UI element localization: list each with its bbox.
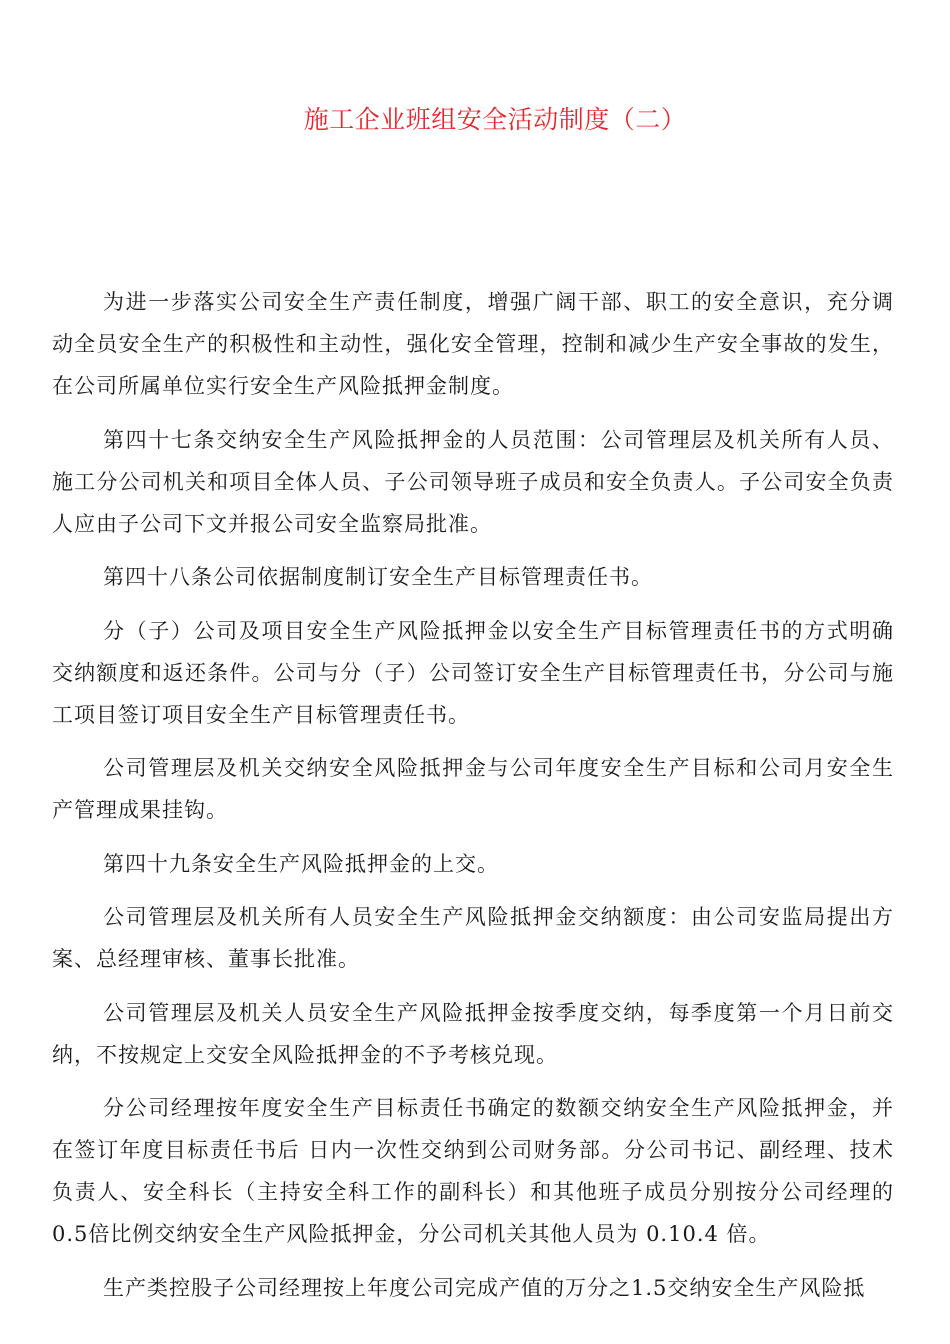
paragraph: 公司管理层及机关人员安全生产风险抵押金按季度交纳，每季度第一个月日前交纳，不按规定上交安全风险抵押金的不予考核兑现。 — [52, 1000, 894, 1067]
paragraph: 公司管理层及机关交纳安全风险抵押金与公司年度安全生产目标和公司月安全生产管理成果挂钩。 — [52, 756, 894, 822]
paragraph: 第四十八条公司依据制度制订安全生产目标管理责任书。 — [103, 565, 653, 589]
paragraph: 分（子）公司及项目安全生产风险抵押金以安全生产目标管理责任书的方式明确交纳额度和返还条件。公司与分（子）公司签订安全生产目标管理责任书，分公司与施工项目签订项目安全生产目标管理责任书。 — [52, 618, 894, 727]
paragraph: 第四十七条交纳安全生产风险抵押金的人员范围：公司管理层及机关所有人员、施工分公司机关和项目全体人员、子公司领导班子成员和安全负责人。子公司安全负责人应由子公司下文并报公司安全监察局批准。 — [52, 427, 894, 536]
document-body — [52, 281, 894, 1320]
paragraph: 分公司经理按年度安全生产目标责任书确定的数额交纳安全生产风险抵押金，并在签订年度目标责任书后 日内一次性交纳到公司财务部。分公司书记、副经理、技术负责人、安全科长（主持安全科工作的副科长）和其他班子成员分别按分公司经理的0.5倍比例交纳安全生产风险抵押金，分公司机关其他人员为 0.10.4 倍。 — [52, 1096, 894, 1246]
document-title: 施工企业班组安全活动制度（二） — [303, 105, 687, 134]
paragraph: 生产类控股子公司经理按上年度公司完成产值的万分之1.5交纳安全生产风险抵 — [103, 1275, 866, 1300]
paragraph: 第四十九条安全生产风险抵押金的上交。 — [103, 851, 499, 876]
paragraph: 公司管理层及机关所有人员安全生产风险抵押金交纳额度：由公司安监局提出方案、总经理审核、董事长批准。 — [52, 905, 894, 971]
paragraph: 为进一步落实公司安全生产责任制度，增强广阔干部、职工的安全意识，充分调动全员安全生产的积极性和主动性，强化安全管理，控制和减少生产安全事故的发生，在公司所属单位实行安全生产风险抵押金制度。 — [52, 290, 894, 398]
